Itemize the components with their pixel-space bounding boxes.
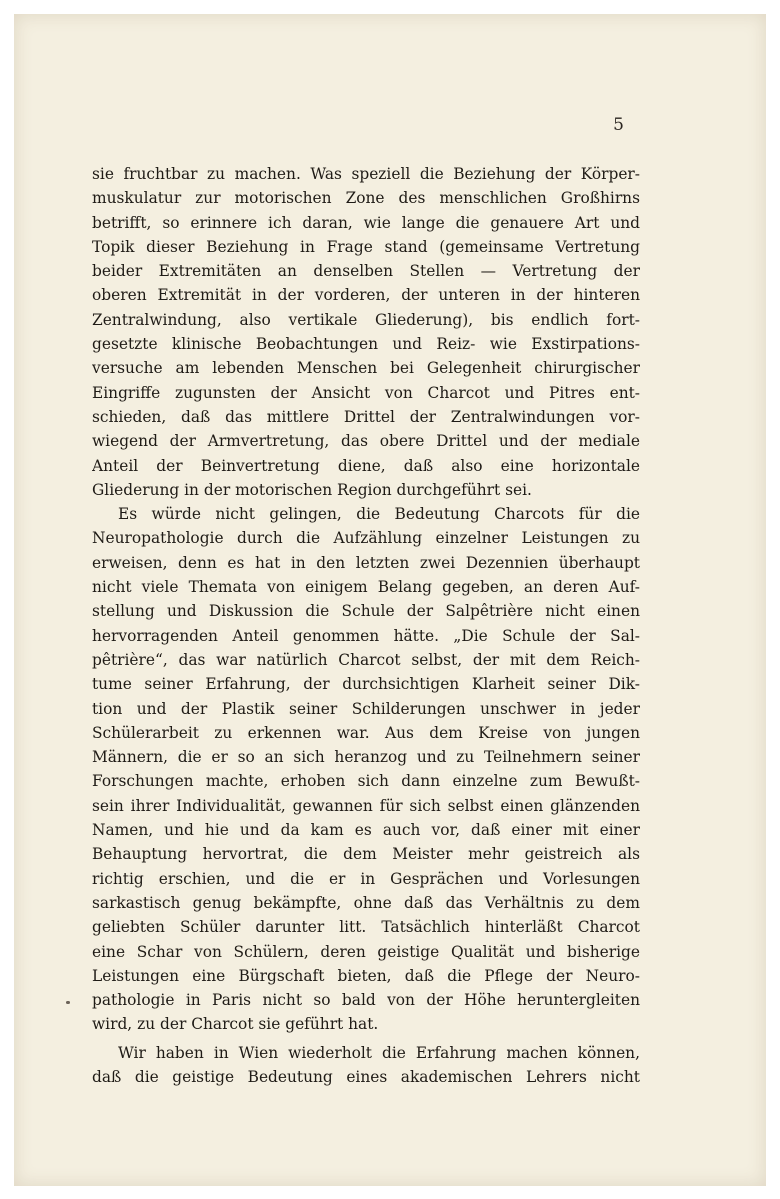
text-line: Männern, die er so an sich heranzog und zu Teilnehmern seiner <box>92 748 640 767</box>
text-line: Forschungen machte, erhoben sich dann einzelne zum Bewußt- <box>92 772 640 791</box>
text-line: Wir haben in Wien wiederholt die Erfahrung machen können, <box>118 1043 640 1062</box>
text-line: Leistungen eine Bürgschaft bieten, daß die Pflege der Neuro- <box>92 966 640 985</box>
text-line: erweisen, denn es hat in den letzten zwei Dezennien überhaupt <box>92 553 640 572</box>
text-line: daß die geistige Bedeutung eines akademischen Lehrers nicht <box>92 1067 640 1086</box>
text-line: Eingriffe zugunsten der Ansicht von Charcot und Pitres ent- <box>92 383 640 402</box>
text-line: Topik dieser Beziehung in Frage stand (gemeinsame Vertretung <box>92 237 640 256</box>
text-line: geliebten Schüler darunter litt. Tatsächlich hinterläßt Charcot <box>92 918 640 937</box>
text-line: Schülerarbeit zu erkennen war. Aus dem Kreise von jungen <box>92 723 640 742</box>
document-page <box>14 14 766 1186</box>
paragraph <box>92 502 640 1037</box>
text-line: pathologie in Paris nicht so bald von der Höhe heruntergleiten <box>92 991 640 1010</box>
text-line: versuche am lebenden Menschen bei Gelegenheit chirurgischer <box>92 359 640 378</box>
margin-mark <box>66 1001 70 1004</box>
page-number: 5 <box>613 115 624 135</box>
body-text <box>92 162 640 1089</box>
text-line: beider Extremitäten an denselben Stellen — Vertretung der <box>92 262 640 281</box>
text-line: Neuropathologie durch die Aufzählung einzelner Leistungen zu <box>92 529 640 548</box>
text-line: tume seiner Erfahrung, der durchsichtigen Klarheit seiner Dik- <box>92 675 640 694</box>
text-line: eine Schar von Schülern, deren geistige Qualität und bisherige <box>92 942 640 961</box>
text-line: pêtrière“, das war natürlich Charcot selbst, der mit dem Reich- <box>92 650 640 669</box>
text-line: Gliederung in der motorischen Region durchgeführt sei. <box>92 480 532 499</box>
text-line: Zentralwindung, also vertikale Gliederung), bis endlich fort- <box>92 310 640 329</box>
paragraph <box>92 1041 640 1090</box>
text-line: stellung und Diskussion die Schule der Salpêtrière nicht einen <box>92 602 640 621</box>
text-line: sie fruchtbar zu machen. Was speziell die Beziehung der Körper- <box>92 165 640 183</box>
text-line: Anteil der Beinvertretung diene, daß also eine horizontale <box>92 456 640 475</box>
text-line: muskulatur zur motorischen Zone des menschlichen Großhirns <box>92 189 640 208</box>
text-line: schieden, daß das mittlere Drittel der Zentralwindungen vor- <box>92 407 640 426</box>
text-line: Es würde nicht gelingen, die Bedeutung Charcots für die <box>118 505 640 524</box>
text-line: tion und der Plastik seiner Schilderungen unschwer in jeder <box>92 699 640 718</box>
text-line: richtig erschien, und die er in Gesprächen und Vorlesungen <box>92 869 640 888</box>
text-line: nicht viele Themata von einigem Belang gegeben, an deren Auf- <box>92 578 640 597</box>
text-line: sarkastisch genug bekämpfte, ohne daß das Verhältnis zu dem <box>92 893 640 912</box>
text-line: oberen Extremität in der vorderen, der unteren in der hinteren <box>92 286 640 305</box>
text-line: Namen, und hie und da kam es auch vor, daß einer mit einer <box>92 821 640 840</box>
text-line: Behauptung hervortrat, die dem Meister mehr geistreich als <box>92 845 640 864</box>
text-line: betrifft, so erinnere ich daran, wie lange die genauere Art und <box>92 213 640 232</box>
paragraph <box>92 162 640 502</box>
text-line: gesetzte klinische Beobachtungen und Reiz- wie Exstirpations- <box>92 335 640 354</box>
text-line: hervorragenden Anteil genommen hätte. „Die Schule der Sal- <box>92 626 640 645</box>
text-line: wiegend der Armvertretung, das obere Drittel und der mediale <box>92 432 640 451</box>
text-line: sein ihrer Individualität, gewannen für sich selbst einen glänzenden <box>92 796 640 815</box>
text-line: wird, zu der Charcot sie geführt hat. <box>92 1015 379 1034</box>
